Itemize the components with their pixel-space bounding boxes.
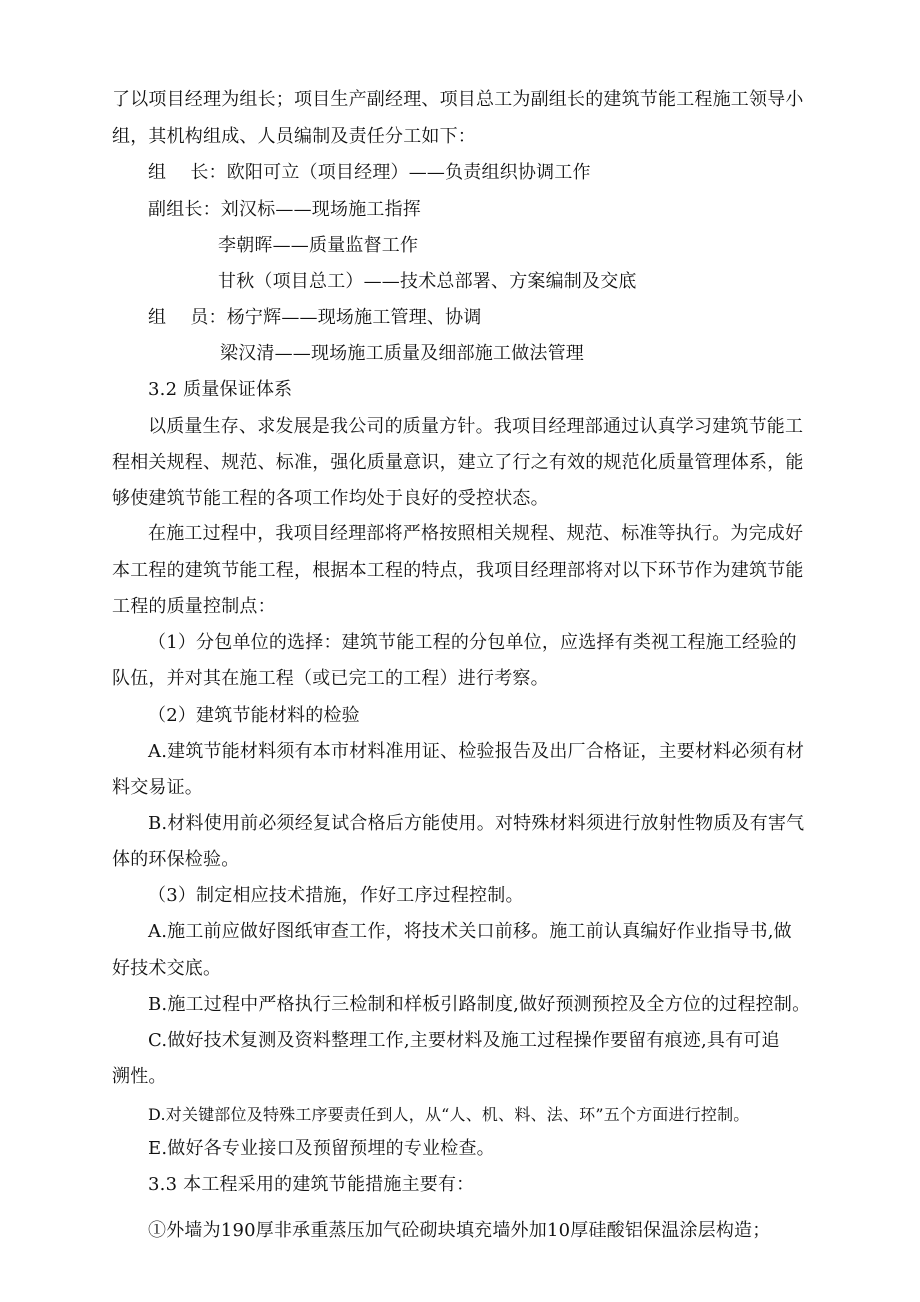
team-vice-leader-1: 副组长：刘汉标——现场施工指挥 xyxy=(148,199,421,220)
quality-item-3-d: D.对关键部位及特殊工序要责任到人，从“人、机、料、法、环”五个方面进行控制。 xyxy=(148,1105,750,1124)
quality-item-2-a-line-1: A.建筑节能材料须有本市材料准用证、检验报告及出厂合格证，主要材料必须有材 xyxy=(148,741,805,762)
quality-item-2-b-line-1: B.材料使用前必须经复试合格后方能使用。对特殊材料须进行放射性物质及有害气 xyxy=(148,813,805,834)
section-3-2-paragraph-1-line-1: 以质量生存、求发展是我公司的质量方针。我项目经理部通过认真学习建筑节能工 xyxy=(148,416,804,437)
section-3-3-heading: 3.3 本工程采用的建筑节能措施主要有： xyxy=(148,1174,475,1195)
quality-item-2-a-line-2: 料交易证。 xyxy=(112,777,203,798)
energy-measure-item-1: ①外墙为190厚非承重蒸压加气砼砌块填充墙外加10厚硅酸铝保温涂层构造； xyxy=(148,1220,771,1241)
team-vice-leader-2: 李朝晖——质量监督工作 xyxy=(218,235,419,256)
team-member-2: 梁汉清——现场施工质量及细部施工做法管理 xyxy=(220,343,584,364)
quality-item-3-e: E.做好各专业接口及预留预埋的专业检查。 xyxy=(148,1138,495,1159)
quality-item-3-a-line-2: 好技术交底。 xyxy=(112,958,222,979)
section-3-2-paragraph-2-line-1: 在施工过程中，我项目经理部将严格按照相关规程、规范、标准等执行。为完成好 xyxy=(148,523,804,544)
team-member-1: 组 员：杨宁辉——现场施工管理、协调 xyxy=(148,307,482,328)
quality-item-1-line-1: （1）分包单位的选择：建筑节能工程的分包单位，应选择有类视工程施工经验的 xyxy=(148,632,797,653)
section-3-2-paragraph-1-line-2: 程相关规程、规范、标准，强化质量意识，建立了行之有效的规范化质量管理体系，能 xyxy=(112,452,804,473)
quality-item-2-b-line-2: 体的环保检验。 xyxy=(112,849,240,870)
quality-item-3-c-line-2: 溯性。 xyxy=(112,1066,167,1087)
quality-item-1-line-2: 队伍，并对其在施工程（或已完工的工程）进行考察。 xyxy=(112,668,549,689)
section-3-2-heading: 3.2 质量保证体系 xyxy=(148,379,293,400)
quality-item-3: （3）制定相应技术措施，作好工序过程控制。 xyxy=(148,885,524,906)
quality-item-3-c-line-1: C.做好技术复测及资料整理工作,主要材料及施工过程操作要留有痕迹,具有可追 xyxy=(148,1030,780,1051)
quality-item-3-b: B.施工过程中严格执行三检制和样板引路制度,做好预测预控及全方位的过程控制。 xyxy=(148,994,811,1015)
section-3-2-paragraph-1-line-3: 够使建筑节能工程的各项工作均处于良好的受控状态。 xyxy=(112,488,549,509)
section-3-2-paragraph-2-line-3: 工程的质量控制点： xyxy=(112,596,276,617)
intro-line-2: 组，其机构组成、人员编制及责任分工如下： xyxy=(112,126,476,147)
section-3-2-paragraph-2-line-2: 本工程的建筑节能工程，根据本工程的特点，我项目经理部将对以下环节作为建筑节能 xyxy=(112,560,804,581)
team-leader: 组 长：欧阳可立（项目经理）——负责组织协调工作 xyxy=(148,162,591,183)
quality-item-3-a-line-1: A.施工前应做好图纸审查工作，将技术关口前移。施工前认真编好作业指导书,做 xyxy=(148,921,792,942)
team-vice-leader-3: 甘秋（项目总工）——技术总部署、方案编制及交底 xyxy=(218,271,637,292)
intro-line-1: 了以项目经理为组长；项目生产副经理、项目总工为副组长的建筑节能工程施工领导小 xyxy=(112,89,804,110)
quality-item-2: （2）建筑节能材料的检验 xyxy=(148,705,360,726)
